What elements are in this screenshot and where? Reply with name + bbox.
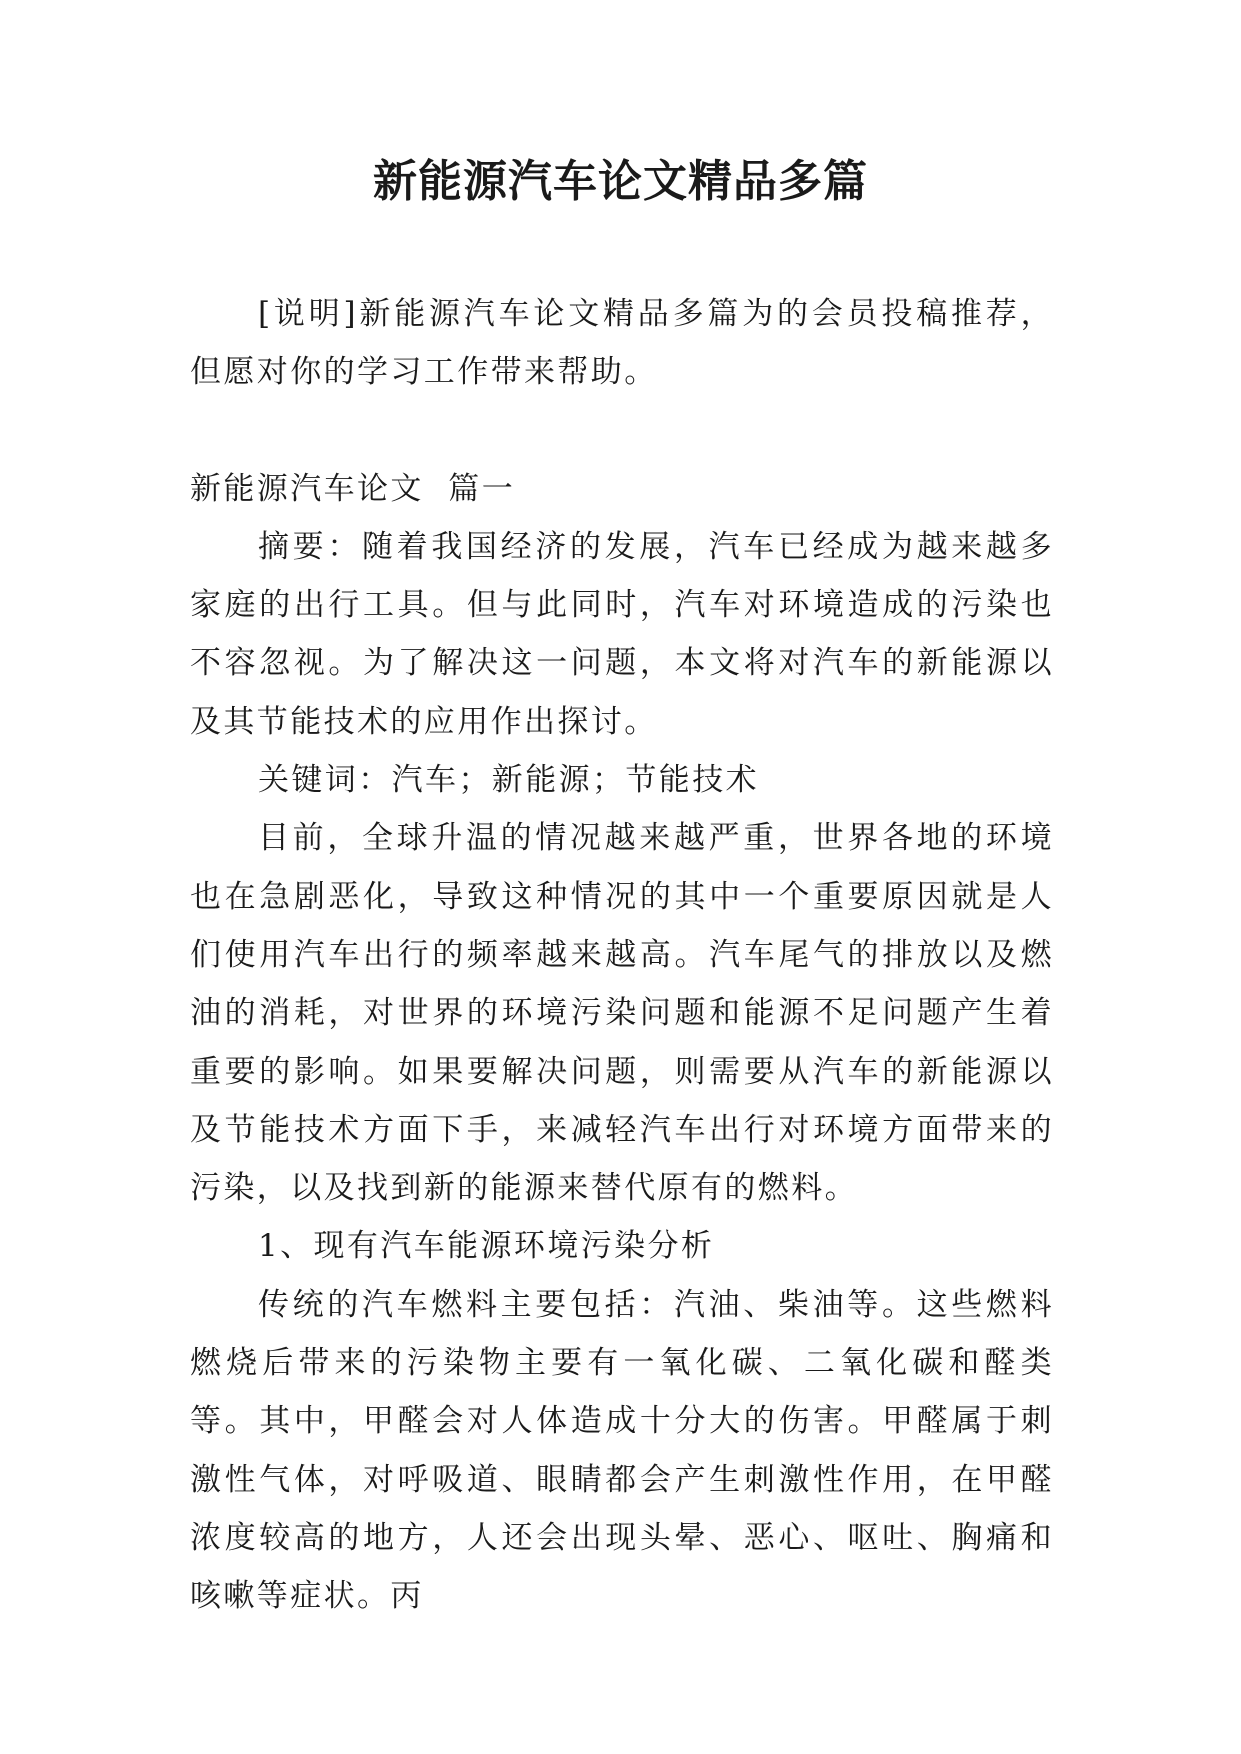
intro-paragraph: [说明]新能源汽车论文精品多篇为的会员投稿推荐，但愿对你的学习工作带来帮助。 <box>190 296 1054 391</box>
section-heading: 新能源汽车论文 篇一 <box>190 470 516 507</box>
abstract-paragraph: 摘要：随着我国经济的发展，汽车已经成为越来越多家庭的出行工具。但与此同时，汽车对环境造成的污染也不容忽视。为了解决这一问题，本文将对汽车的新能源以及其节能技术的应用作出探讨。 <box>190 528 1054 740</box>
document-title: 新能源汽车论文精品多篇 <box>373 156 868 207</box>
keywords-paragraph: 关键词：汽车；新能源；节能技术 <box>258 762 759 799</box>
subsection-heading: 1、现有汽车能源环境污染分析 <box>258 1228 715 1265</box>
document-body <box>190 285 1054 1626</box>
body-paragraph: 目前，全球升温的情况越来越严重，世界各地的环境也在急剧恶化，导致这种情况的其中一个重要原因就是人们使用汽车出行的频率越来越高。汽车尾气的排放以及燃油的消耗，对世界的环境污染问题和能源不足问题产生着重要的影响。如果要解决问题，则需要从汽车的新能源以及节能技术方面下手，来减轻汽车出行对环境方面带来的污染，以及找到新的能源来替代原有的燃料。 <box>190 820 1054 1207</box>
body-paragraph: 传统的汽车燃料主要包括：汽油、柴油等。这些燃料燃烧后带来的污染物主要有一氧化碳、二氧化碳和醛类等。其中，甲醛会对人体造成十分大的伤害。甲醛属于刺激性气体，对呼吸道、眼睛都会产生刺激性作用，在甲醛浓度较高的地方，人还会出现头晕、恶心、呕吐、胸痛和咳嗽等症状。丙 <box>190 1286 1054 1615</box>
